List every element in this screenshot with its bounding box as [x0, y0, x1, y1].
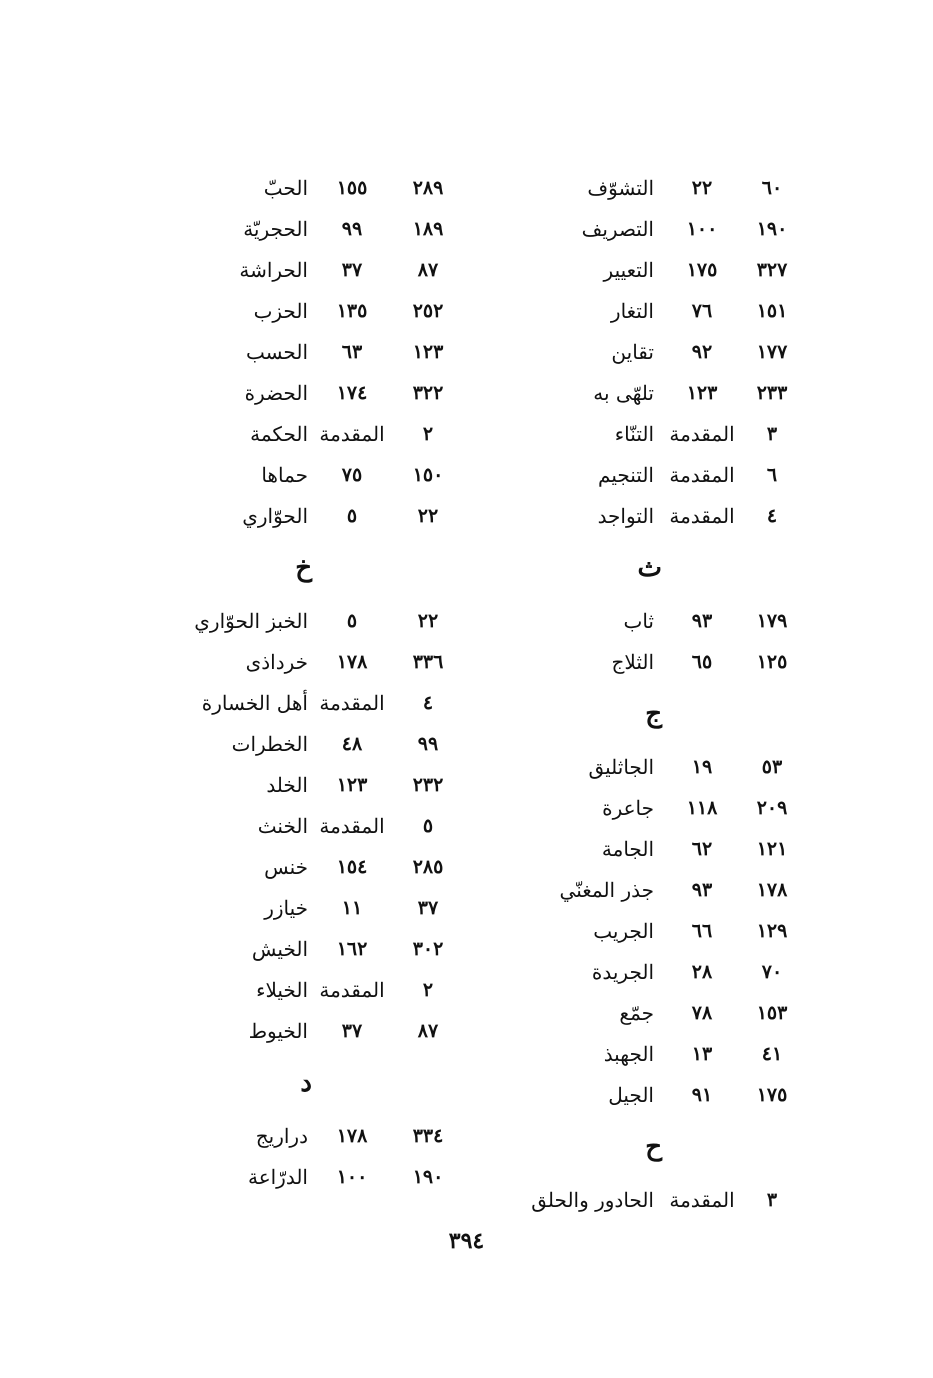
entry-reference: ٧٦ [691, 300, 713, 322]
entry-term: الجيل [608, 1083, 654, 1107]
entry-term: الثلاج [611, 650, 654, 674]
index-entry [540, 911, 802, 952]
entry-page-number: ٤ [422, 692, 434, 714]
entry-term: الخيش [251, 937, 308, 961]
index-entry [540, 993, 802, 1034]
index-entry [196, 291, 458, 332]
entry-page-number: ١٢١ [756, 838, 788, 860]
index-entry [196, 455, 458, 496]
entry-term: الجاثليق [588, 755, 654, 779]
entry-page-number: ١٧٧ [756, 341, 788, 363]
index-entry [540, 250, 802, 291]
index-entry [540, 168, 802, 209]
entry-page-number: ٢٢ [417, 610, 439, 632]
entry-page-number: ١٧٩ [756, 610, 788, 632]
entry-term: حماها [261, 463, 308, 487]
entry-page-number: ١٥١ [756, 300, 788, 322]
index-entry [540, 332, 802, 373]
entry-page-number: ٥ [422, 815, 434, 837]
index-entry [540, 1034, 802, 1075]
entry-page-number: ١٥٣ [756, 1002, 788, 1024]
index-entry [540, 373, 802, 414]
entry-term: الحجريّة [243, 217, 308, 241]
entry-reference: المقدمة [669, 422, 735, 446]
entry-reference: ١٥٤ [336, 856, 368, 878]
entry-page-number: ٣ [766, 423, 778, 445]
entry-term: الحزب [253, 299, 308, 323]
entry-reference: المقدمة [319, 691, 385, 715]
entry-reference: ٣٧ [341, 259, 363, 281]
entry-term: الخلد [266, 773, 308, 797]
entry-term: الحكمة [250, 422, 308, 446]
section-letter-text: د [300, 1068, 312, 1098]
entry-page-number: ٨٧ [417, 259, 439, 281]
entry-reference: ٩٩ [341, 218, 363, 240]
section-letter [540, 537, 802, 601]
index-entry [531, 1180, 802, 1221]
entry-page-number: ١٢٥ [756, 651, 788, 673]
section-letter [196, 1052, 458, 1116]
index-entry [196, 332, 458, 373]
entry-page-number: ١٧٨ [756, 879, 788, 901]
entry-term: الخطرات [231, 732, 308, 756]
entry-page-number: ٢٠٩ [756, 797, 788, 819]
entry-page-number: ١٨٩ [412, 218, 444, 240]
entry-page-number: ٣٠٢ [412, 938, 444, 960]
entry-term: ثاب [623, 609, 654, 633]
entry-reference: ٩١ [691, 1084, 713, 1106]
entry-reference: ٦٦ [691, 920, 713, 942]
index-entry [196, 806, 458, 847]
index-entry [196, 250, 458, 291]
entry-page-number: ٣٢٢ [412, 382, 444, 404]
entry-reference: المقدمة [319, 978, 385, 1002]
entry-page-number: ٣٢٧ [756, 259, 788, 281]
index-entry [196, 1157, 458, 1198]
entry-term: التنجيم [598, 463, 654, 487]
entry-reference: ١١٨ [686, 797, 718, 819]
entry-term: الحبّ [263, 176, 308, 200]
entry-page-number: ٢٥٢ [412, 300, 444, 322]
entry-term: الجهبذ [603, 1042, 654, 1066]
entry-term: تقاين [611, 340, 654, 364]
entry-term: الحضرة [244, 381, 308, 405]
entry-term: تلهّى به [593, 381, 654, 405]
index-entry [196, 1011, 458, 1052]
entry-term: التواجد [597, 504, 654, 528]
index-entry [196, 970, 458, 1011]
entry-reference: ١٢٣ [686, 382, 718, 404]
index-entry [196, 373, 458, 414]
page-number: ٣٩٤ [448, 1228, 485, 1254]
entry-page-number: ٢٣٢ [412, 774, 444, 796]
section-letter [540, 1116, 802, 1180]
index-entry [196, 847, 458, 888]
entry-reference: ٩٣ [691, 879, 713, 901]
section-letter-text: خ [295, 553, 312, 583]
index-column-right [531, 168, 802, 1221]
entry-reference: ١٧٤ [336, 382, 368, 404]
entry-reference: ٣٧ [341, 1020, 363, 1042]
entry-reference: ٥ [346, 610, 358, 632]
section-letter [540, 683, 802, 747]
entry-term: دراريج [255, 1124, 308, 1148]
entry-term: التشوّف [587, 176, 654, 200]
entry-reference: ١٧٨ [336, 1125, 368, 1147]
index-entry [540, 455, 802, 496]
entry-reference: ١٧٨ [336, 651, 368, 673]
entry-term: الحوّاري [242, 504, 308, 528]
entry-reference: ١٥٥ [336, 177, 368, 199]
entry-reference: ٤٨ [341, 733, 363, 755]
entry-reference: ١٦٢ [336, 938, 368, 960]
index-entry [540, 1075, 802, 1116]
entry-page-number: ٨٧ [417, 1020, 439, 1042]
entry-page-number: ٩٩ [417, 733, 439, 755]
index-entry [196, 724, 458, 765]
entry-term: الحسب [245, 340, 308, 364]
entry-page-number: ١٢٣ [412, 341, 444, 363]
index-entry [540, 642, 802, 683]
index-entry [196, 642, 458, 683]
entry-reference: ٢٨ [691, 961, 713, 983]
entry-reference: ٥ [346, 505, 358, 527]
index-entry [196, 683, 458, 724]
index-entry [196, 1116, 458, 1157]
entry-term: الدرّاعة [247, 1165, 308, 1189]
entry-reference: ٩٢ [691, 341, 713, 363]
entry-page-number: ١٢٩ [756, 920, 788, 942]
entry-term: الجامة [601, 837, 654, 861]
entry-term: الخنث [257, 814, 308, 838]
entry-page-number: ٢٢ [417, 505, 439, 527]
entry-term: الحادور والحلق [531, 1188, 654, 1212]
entry-term: الجريب [593, 919, 654, 943]
entry-term: الجريدة [591, 960, 654, 984]
entry-page-number: ٣٣٦ [412, 651, 444, 673]
index-entry [196, 929, 458, 970]
index-entry [540, 870, 802, 911]
entry-page-number: ٦٠ [761, 177, 783, 199]
index-column-left [196, 168, 458, 1198]
entry-page-number: ٤١ [761, 1043, 783, 1065]
entry-page-number: ١٩٠ [756, 218, 788, 240]
entry-reference: ٦٢ [691, 838, 713, 860]
entry-reference: ١٩ [691, 756, 713, 778]
index-entry [196, 209, 458, 250]
entry-page-number: ٧٠ [761, 961, 783, 983]
section-letter-text: ث [637, 553, 662, 583]
entry-reference: المقدمة [669, 1188, 735, 1212]
index-entry [540, 496, 802, 537]
entry-page-number: ١٥٠ [412, 464, 444, 486]
index-entry [540, 952, 802, 993]
entry-term: خنس [264, 855, 308, 879]
entry-term: الخبز الحوّاري [194, 609, 308, 633]
entry-term: الحراشة [239, 258, 308, 282]
entry-reference: المقدمة [669, 463, 735, 487]
section-letter-text: ح [645, 1132, 662, 1162]
entry-reference: ٧٨ [691, 1002, 713, 1024]
index-entry [540, 209, 802, 250]
entry-reference: ٢٢ [691, 177, 713, 199]
entry-page-number: ٢٣٣ [756, 382, 788, 404]
index-entry [540, 414, 802, 455]
entry-reference: ١٠٠ [336, 1166, 368, 1188]
section-letter [196, 537, 458, 601]
entry-reference: ٧٥ [341, 464, 363, 486]
entry-page-number: ١٧٥ [756, 1084, 788, 1106]
entry-reference: ١٢٣ [336, 774, 368, 796]
entry-reference: ٩٣ [691, 610, 713, 632]
entry-term: التغار [610, 299, 654, 323]
index-entry [540, 291, 802, 332]
index-entry [540, 747, 802, 788]
section-letter-text: ج [645, 699, 662, 729]
entry-reference: ١٣ [691, 1043, 713, 1065]
entry-reference: ١٠٠ [686, 218, 718, 240]
entry-reference: المقدمة [669, 504, 735, 528]
entry-term: جمّع [619, 1001, 654, 1025]
entry-page-number: ٣ [766, 1189, 778, 1211]
index-entry [540, 788, 802, 829]
entry-reference: ٦٥ [691, 651, 713, 673]
entry-page-number: ٢٨٥ [412, 856, 444, 878]
index-entry [196, 168, 458, 209]
index-entry [196, 496, 458, 537]
entry-page-number: ٢ [422, 423, 434, 445]
index-entry [196, 765, 458, 806]
entry-term: التعيير [603, 258, 654, 282]
entry-page-number: ٢ [422, 979, 434, 1001]
entry-term: جاعرة [602, 796, 654, 820]
entry-term: خرداذى [245, 650, 308, 674]
entry-page-number: ٤ [766, 505, 778, 527]
entry-term: الخيوط [248, 1019, 308, 1043]
entry-page-number: ٢٨٩ [412, 177, 444, 199]
entry-reference: ١٣٥ [336, 300, 368, 322]
entry-term: الخيلاء [256, 978, 308, 1002]
entry-page-number: ٣٧ [417, 897, 439, 919]
entry-term: جذر المغنّي [559, 878, 654, 902]
entry-reference: ٦٣ [341, 341, 363, 363]
index-entry [196, 414, 458, 455]
entry-reference: ١١ [341, 897, 363, 919]
entry-page-number: ٦ [766, 464, 778, 486]
entry-term: التصريف [581, 217, 654, 241]
entry-page-number: ٥٣ [761, 756, 783, 778]
entry-reference: ١٧٥ [686, 259, 718, 281]
index-entry [196, 601, 458, 642]
entry-page-number: ١٩٠ [412, 1166, 444, 1188]
index-entry [196, 888, 458, 929]
entry-reference: المقدمة [319, 422, 385, 446]
entry-reference: المقدمة [319, 814, 385, 838]
index-entry [540, 829, 802, 870]
entry-term: خيازر [264, 896, 308, 920]
entry-term: التنّاء [614, 422, 654, 446]
entry-term: أهل الخسارة [201, 691, 308, 715]
index-entry [540, 601, 802, 642]
entry-page-number: ٣٣٤ [412, 1125, 444, 1147]
